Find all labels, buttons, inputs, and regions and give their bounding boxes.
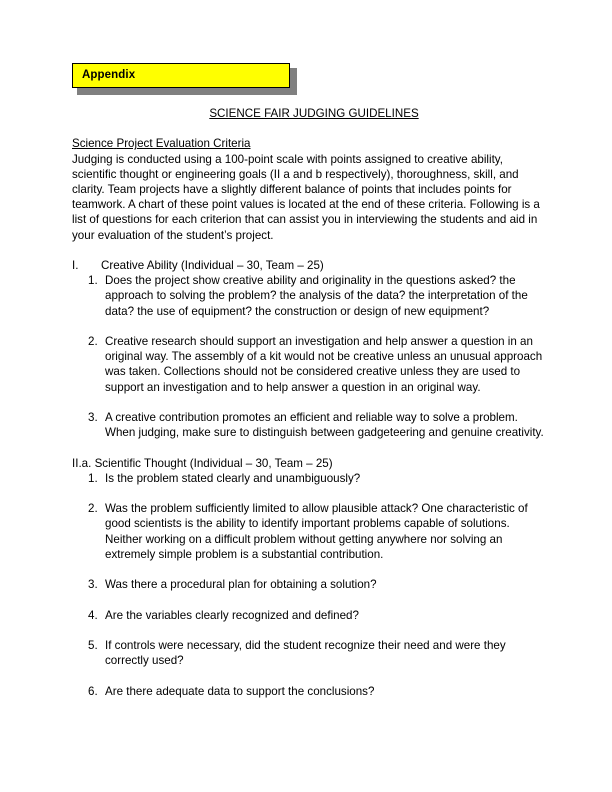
section-spacer: [72, 440, 544, 455]
list-item: [72, 410, 544, 440]
list-item-marker: 1.: [88, 274, 98, 288]
list-item: [72, 638, 544, 668]
list-item-text: Are there adequate data to support the conclusions?: [105, 684, 375, 698]
list-item-text: Are the variables clearly recognized and defined?: [105, 608, 359, 622]
section-heading-creative-ability: [72, 258, 544, 273]
list-item-marker: 2.: [88, 502, 98, 516]
page-title: SCIENCE FAIR JUDGING GUIDELINES: [209, 107, 419, 120]
intro-spacer: [72, 243, 544, 258]
title-spacer: [72, 121, 544, 136]
section-heading-evaluation-criteria: Science Project Evaluation Criteria: [72, 137, 251, 151]
list-item-text: Creative research should support an investigation and help answer a question in an original way. The assembly of a kit would not be creative unless an unusual approach was taken. Collections should not be considered creative unless they are used to support an investigation and to help answer a question in an original way.: [105, 335, 543, 394]
list-item-marker: 6.: [88, 684, 98, 698]
section-marker-i: I.: [72, 259, 79, 272]
list-item: [72, 577, 544, 592]
list-item: [72, 334, 544, 395]
section-heading-scientific-thought: [72, 456, 544, 471]
list-item-marker: 3.: [88, 578, 98, 592]
section-title-i: Creative Ability (Individual – 30, Team – 25): [101, 259, 324, 272]
section-title-iia: Scientific Thought (Individual – 30, Team – 25): [94, 456, 333, 470]
list-item: [72, 684, 544, 699]
list-item-marker: 1.: [88, 471, 98, 485]
intro-paragraph: Judging is conducted using a 100-point scale with points assigned to creative ability, scientific thought or engineering goals (II a and b respectively), thoroughness, skill, and clarity. Team projects have a slightly different balance of points that includes points for teamwork. A chart of these point values is located at the end of these criteria. Following is a list of questions for each criterion that can assist you in interviewing the students and aid in your evaluation of the student’s project.: [72, 152, 540, 242]
list-item-text: A creative contribution promotes an efficient and reliable way to solve a problem. When judging, make sure to distinguish between gadgeteering and genuine creativity.: [105, 411, 544, 440]
list-item-text: Does the project show creative ability and originality in the questions asked? the approach to solving the problem? the analysis of the data? the interpretation of the data? the use of equipment? the construction or design of new equipment?: [105, 274, 528, 318]
list-item-marker: 5.: [88, 638, 98, 652]
list-item-marker: 2.: [88, 335, 98, 348]
list-item-marker: 4.: [88, 608, 98, 622]
list-item: [72, 608, 544, 623]
appendix-banner-label: Appendix: [82, 69, 136, 81]
list-item-text: Is the problem stated clearly and unambiguously?: [105, 471, 361, 485]
list-item-marker: 3.: [88, 411, 98, 424]
list-item: [72, 273, 544, 319]
list-item: [72, 501, 544, 562]
list-item: [72, 471, 544, 486]
document-body: [72, 106, 544, 699]
list-item-text: If controls were necessary, did the student recognize their need and were they correctly used?: [105, 638, 506, 668]
section-marker-iia: II.a.: [72, 456, 92, 470]
list-item-text: Was there a procedural plan for obtaining a solution?: [105, 578, 377, 592]
list-creative-ability: [72, 273, 544, 440]
list-scientific-thought: [72, 471, 544, 699]
list-item-text: Was the problem sufficiently limited to allow plausible attack? One characteristic of good scientists is the ability to identify important problems capable of solutions. Neither working on a difficult problem without getting anywhere nor solving an extremely simple problem is a substantial contribution.: [105, 502, 528, 561]
appendix-banner: [72, 63, 292, 90]
